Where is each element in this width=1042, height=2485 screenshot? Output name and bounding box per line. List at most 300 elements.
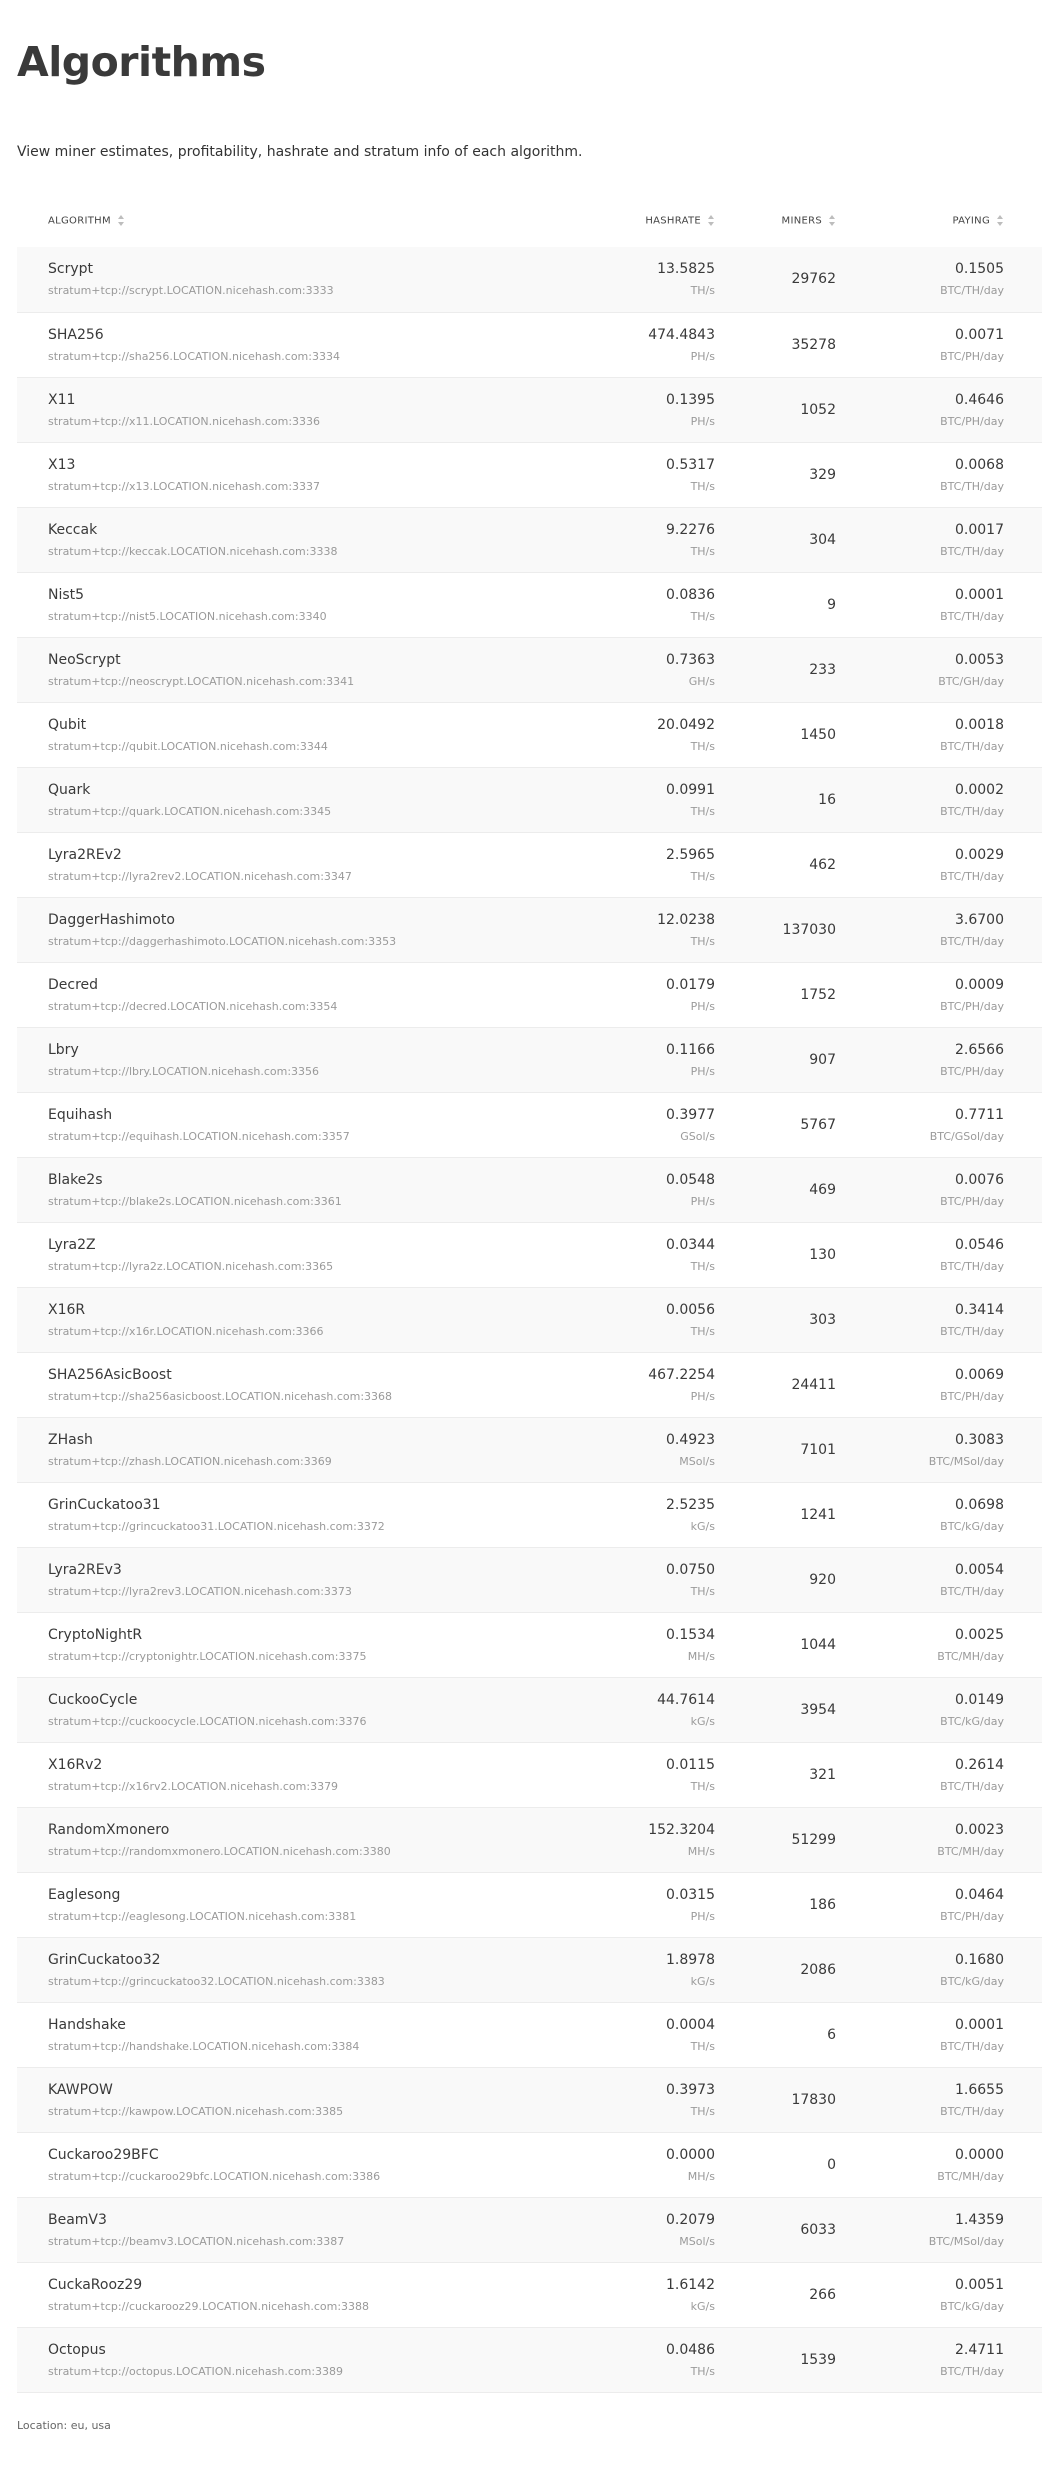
sort-icon[interactable] bbox=[708, 215, 715, 226]
table-row[interactable] bbox=[17, 897, 1042, 962]
paying-unit: BTC/MH/day bbox=[937, 1844, 1004, 1858]
algorithm-name[interactable]: Qubit bbox=[48, 716, 87, 733]
paying-cell bbox=[836, 832, 1042, 897]
location-footer: Location: eu, usa bbox=[17, 2418, 111, 2432]
algorithm-name[interactable]: Decred bbox=[48, 976, 99, 993]
paying-unit: BTC/PH/day bbox=[940, 349, 1004, 363]
stratum-url: stratum+tcp://blake2s.LOCATION.nicehash.com:3361 bbox=[48, 1194, 342, 1208]
table-row[interactable] bbox=[17, 507, 1042, 572]
miners-count: 321 bbox=[809, 1766, 836, 1783]
paying-unit: BTC/TH/day bbox=[940, 479, 1004, 493]
paying-value: 0.1680 bbox=[955, 1951, 1004, 1968]
algorithm-cell bbox=[17, 1287, 568, 1352]
paying-unit: BTC/TH/day bbox=[940, 1259, 1004, 1273]
table-row[interactable] bbox=[17, 2002, 1042, 2067]
algorithm-name[interactable]: KAWPOW bbox=[48, 2081, 113, 2098]
algorithm-cell bbox=[17, 2262, 568, 2327]
hashrate-unit: PH/s bbox=[690, 349, 715, 363]
algorithm-name[interactable]: Lyra2Z bbox=[48, 1236, 96, 1253]
paying-cell bbox=[836, 962, 1042, 1027]
paying-unit: BTC/TH/day bbox=[940, 2104, 1004, 2118]
table-row[interactable] bbox=[17, 1222, 1042, 1287]
hashrate-value: 0.1395 bbox=[666, 391, 715, 408]
paying-value: 0.0002 bbox=[955, 781, 1004, 798]
page-title: Algorithms bbox=[17, 38, 266, 86]
table-row[interactable] bbox=[17, 1612, 1042, 1677]
table-row[interactable] bbox=[17, 377, 1042, 442]
table-row[interactable] bbox=[17, 312, 1042, 377]
hashrate-cell bbox=[568, 507, 715, 572]
sort-icon[interactable] bbox=[118, 215, 125, 226]
paying-value: 0.0054 bbox=[955, 1561, 1004, 1578]
paying-value: 0.0000 bbox=[955, 2146, 1004, 2163]
algorithm-cell bbox=[17, 832, 568, 897]
hashrate-unit: TH/s bbox=[690, 2104, 715, 2118]
paying-value: 3.6700 bbox=[955, 911, 1004, 928]
hashrate-unit: kG/s bbox=[690, 1519, 715, 1533]
paying-unit: BTC/MH/day bbox=[937, 1649, 1004, 1663]
paying-cell bbox=[836, 1742, 1042, 1807]
stratum-url: stratum+tcp://handshake.LOCATION.nicehash.com:3384 bbox=[48, 2039, 360, 2053]
paying-value: 0.3414 bbox=[955, 1301, 1004, 1318]
table-row[interactable] bbox=[17, 572, 1042, 637]
table-row[interactable] bbox=[17, 2132, 1042, 2197]
paying-unit: BTC/TH/day bbox=[940, 609, 1004, 623]
hashrate-value: 9.2276 bbox=[666, 521, 715, 538]
miners-count: 266 bbox=[809, 2286, 836, 2303]
paying-value: 0.0018 bbox=[955, 716, 1004, 733]
algorithm-name[interactable]: CuckooCycle bbox=[48, 1691, 138, 1708]
paying-value: 0.0464 bbox=[955, 1886, 1004, 1903]
hashrate-value: 1.6142 bbox=[666, 2276, 715, 2293]
algorithm-cell bbox=[17, 767, 568, 832]
paying-value: 1.4359 bbox=[955, 2211, 1004, 2228]
stratum-url: stratum+tcp://grincuckatoo31.LOCATION.nicehash.com:3372 bbox=[48, 1519, 385, 1533]
stratum-url: stratum+tcp://lyra2rev3.LOCATION.nicehash.com:3373 bbox=[48, 1584, 352, 1598]
hashrate-value: 0.0548 bbox=[666, 1171, 715, 1188]
miners-count: 1752 bbox=[800, 986, 836, 1003]
algorithm-name[interactable]: Blake2s bbox=[48, 1171, 103, 1188]
paying-cell bbox=[836, 1027, 1042, 1092]
paying-value: 2.4711 bbox=[955, 2341, 1004, 2358]
paying-cell bbox=[836, 2197, 1042, 2262]
algorithm-cell bbox=[17, 1677, 568, 1742]
hashrate-value: 0.5317 bbox=[666, 456, 715, 473]
algorithm-cell bbox=[17, 1872, 568, 1937]
paying-unit: BTC/TH/day bbox=[940, 544, 1004, 558]
paying-cell bbox=[836, 2067, 1042, 2132]
miners-count: 3954 bbox=[800, 1701, 836, 1718]
column-header-hashrate-label: HASHRATE bbox=[645, 215, 701, 227]
paying-cell bbox=[836, 1482, 1042, 1547]
page-subtitle: View miner estimates, profitability, hashrate and stratum info of each algorithm. bbox=[17, 144, 583, 160]
hashrate-cell bbox=[568, 1027, 715, 1092]
paying-value: 0.0069 bbox=[955, 1366, 1004, 1383]
table-row[interactable] bbox=[17, 1352, 1042, 1417]
hashrate-value: 0.4923 bbox=[666, 1431, 715, 1448]
table-row[interactable] bbox=[17, 247, 1042, 312]
table-row[interactable] bbox=[17, 1807, 1042, 1872]
column-header-algorithm-label: ALGORITHM bbox=[48, 215, 111, 227]
table-row[interactable] bbox=[17, 1547, 1042, 1612]
algorithm-cell bbox=[17, 2002, 568, 2067]
paying-unit: BTC/kG/day bbox=[940, 1519, 1004, 1533]
hashrate-value: 0.0836 bbox=[666, 586, 715, 603]
hashrate-value: 0.0991 bbox=[666, 781, 715, 798]
stratum-url: stratum+tcp://cryptonightr.LOCATION.nicehash.com:3375 bbox=[48, 1649, 367, 1663]
hashrate-cell bbox=[568, 1417, 715, 1482]
algorithm-cell bbox=[17, 377, 568, 442]
column-header-paying[interactable] bbox=[836, 194, 1042, 247]
hashrate-unit: TH/s bbox=[690, 2039, 715, 2053]
algorithm-cell bbox=[17, 2132, 568, 2197]
hashrate-value: 0.1166 bbox=[666, 1041, 715, 1058]
algorithm-cell bbox=[17, 1222, 568, 1287]
stratum-url: stratum+tcp://lyra2z.LOCATION.nicehash.com:3365 bbox=[48, 1259, 334, 1273]
algorithm-cell bbox=[17, 442, 568, 507]
miners-count: 1539 bbox=[800, 2351, 836, 2368]
hashrate-value: 474.4843 bbox=[648, 326, 715, 343]
paying-unit: BTC/TH/day bbox=[940, 1584, 1004, 1598]
miners-count: 186 bbox=[809, 1896, 836, 1913]
miners-count: 29762 bbox=[791, 271, 836, 288]
algorithm-name[interactable]: NeoScrypt bbox=[48, 651, 121, 668]
hashrate-cell bbox=[568, 767, 715, 832]
stratum-url: stratum+tcp://cuckoocycle.LOCATION.nicehash.com:3376 bbox=[48, 1714, 367, 1728]
hashrate-value: 1.8978 bbox=[666, 1951, 715, 1968]
hashrate-value: 0.0315 bbox=[666, 1886, 715, 1903]
stratum-url: stratum+tcp://x16r.LOCATION.nicehash.com:3366 bbox=[48, 1324, 324, 1338]
algorithm-cell bbox=[17, 637, 568, 702]
hashrate-unit: TH/s bbox=[690, 869, 715, 883]
hashrate-value: 12.0238 bbox=[657, 911, 715, 928]
algorithm-name[interactable]: Lyra2REv3 bbox=[48, 1561, 122, 1578]
table-row[interactable] bbox=[17, 1872, 1042, 1937]
table-row[interactable] bbox=[17, 2197, 1042, 2262]
algorithm-name[interactable]: SHA256 bbox=[48, 326, 104, 343]
paying-value: 0.7711 bbox=[955, 1106, 1004, 1123]
algorithm-name[interactable]: CryptoNightR bbox=[48, 1626, 143, 1643]
hashrate-unit: MH/s bbox=[687, 1844, 715, 1858]
paying-value: 0.4646 bbox=[955, 391, 1004, 408]
paying-cell bbox=[836, 2002, 1042, 2067]
stratum-url: stratum+tcp://octopus.LOCATION.nicehash.com:3389 bbox=[48, 2364, 344, 2378]
paying-value: 0.0071 bbox=[955, 326, 1004, 343]
sort-icon[interactable] bbox=[829, 215, 836, 226]
hashrate-unit: PH/s bbox=[690, 1909, 715, 1923]
stratum-url: stratum+tcp://sha256asicboost.LOCATION.nicehash.com:3368 bbox=[48, 1389, 393, 1403]
table-row[interactable] bbox=[17, 1092, 1042, 1157]
stratum-url: stratum+tcp://eaglesong.LOCATION.nicehash.com:3381 bbox=[48, 1909, 357, 1923]
algorithm-name[interactable]: X13 bbox=[48, 456, 76, 473]
table-row[interactable] bbox=[17, 1482, 1042, 1547]
miners-count: 233 bbox=[809, 661, 836, 678]
hashrate-unit: kG/s bbox=[690, 1714, 715, 1728]
stratum-url: stratum+tcp://quark.LOCATION.nicehash.com:3345 bbox=[48, 804, 332, 818]
stratum-url: stratum+tcp://sha256.LOCATION.nicehash.com:3334 bbox=[48, 349, 340, 363]
algorithm-name[interactable]: Eaglesong bbox=[48, 1886, 121, 1903]
paying-unit: BTC/TH/day bbox=[940, 1324, 1004, 1338]
hashrate-cell bbox=[568, 2262, 715, 2327]
algorithm-cell bbox=[17, 1027, 568, 1092]
paying-cell bbox=[836, 1222, 1042, 1287]
hashrate-unit: TH/s bbox=[690, 609, 715, 623]
hashrate-unit: MSol/s bbox=[679, 2234, 715, 2248]
paying-unit: BTC/TH/day bbox=[940, 739, 1004, 753]
hashrate-cell bbox=[568, 572, 715, 637]
table-row[interactable] bbox=[17, 2262, 1042, 2327]
algorithm-name[interactable]: ZHash bbox=[48, 1431, 93, 1448]
hashrate-value: 0.0004 bbox=[666, 2016, 715, 2033]
miners-count: 6033 bbox=[800, 2221, 836, 2238]
algorithm-name[interactable]: X16Rv2 bbox=[48, 1756, 103, 1773]
hashrate-unit: PH/s bbox=[690, 1389, 715, 1403]
algorithm-cell bbox=[17, 2197, 568, 2262]
hashrate-value: 0.1534 bbox=[666, 1626, 715, 1643]
stratum-url: stratum+tcp://daggerhashimoto.LOCATION.nicehash.com:3353 bbox=[48, 934, 397, 948]
paying-value: 0.0001 bbox=[955, 2016, 1004, 2033]
table-row[interactable] bbox=[17, 1937, 1042, 2002]
algorithm-name[interactable]: X16R bbox=[48, 1301, 86, 1318]
paying-unit: BTC/TH/day bbox=[940, 2364, 1004, 2378]
table-body bbox=[17, 247, 1042, 2392]
hashrate-unit: TH/s bbox=[690, 284, 715, 298]
algorithm-name[interactable]: BeamV3 bbox=[48, 2211, 107, 2228]
column-header-algorithm[interactable] bbox=[17, 194, 568, 247]
algorithm-name[interactable]: RandomXmonero bbox=[48, 1821, 170, 1838]
algorithm-name[interactable]: Equihash bbox=[48, 1106, 113, 1123]
algorithm-cell bbox=[17, 1352, 568, 1417]
hashrate-cell bbox=[568, 2132, 715, 2197]
stratum-url: stratum+tcp://grincuckatoo32.LOCATION.nicehash.com:3383 bbox=[48, 1974, 385, 1988]
hashrate-value: 0.0750 bbox=[666, 1561, 715, 1578]
algorithm-cell bbox=[17, 2067, 568, 2132]
algorithm-cell bbox=[17, 1742, 568, 1807]
paying-value: 1.6655 bbox=[955, 2081, 1004, 2098]
hashrate-value: 0.3973 bbox=[666, 2081, 715, 2098]
table-row[interactable] bbox=[17, 1742, 1042, 1807]
table-row[interactable] bbox=[17, 2067, 1042, 2132]
paying-value: 0.2614 bbox=[955, 1756, 1004, 1773]
column-header-miners[interactable] bbox=[715, 194, 836, 247]
algorithm-name[interactable]: DaggerHashimoto bbox=[48, 911, 175, 928]
column-header-hashrate[interactable] bbox=[568, 194, 715, 247]
paying-cell bbox=[836, 1872, 1042, 1937]
paying-unit: BTC/TH/day bbox=[940, 934, 1004, 948]
hashrate-value: 0.0179 bbox=[666, 976, 715, 993]
paying-unit: BTC/TH/day bbox=[940, 284, 1004, 298]
paying-cell bbox=[836, 1612, 1042, 1677]
paying-unit: BTC/PH/day bbox=[940, 999, 1004, 1013]
hashrate-value: 2.5965 bbox=[666, 846, 715, 863]
table-row[interactable] bbox=[17, 1157, 1042, 1222]
paying-unit: BTC/kG/day bbox=[940, 2299, 1004, 2313]
paying-cell bbox=[836, 1677, 1042, 1742]
paying-cell bbox=[836, 2327, 1042, 2392]
miners-count: 130 bbox=[809, 1246, 836, 1263]
hashrate-unit: GH/s bbox=[688, 674, 715, 688]
hashrate-cell bbox=[568, 1547, 715, 1612]
miners-count: 1044 bbox=[800, 1636, 836, 1653]
stratum-url: stratum+tcp://neoscrypt.LOCATION.nicehash.com:3341 bbox=[48, 674, 355, 688]
stratum-url: stratum+tcp://lbry.LOCATION.nicehash.com:3356 bbox=[48, 1064, 320, 1078]
miners-count: 1052 bbox=[800, 401, 836, 418]
algorithm-name[interactable]: CuckaRooz29 bbox=[48, 2276, 143, 2293]
miners-count: 304 bbox=[809, 531, 836, 548]
stratum-url: stratum+tcp://kawpow.LOCATION.nicehash.com:3385 bbox=[48, 2104, 344, 2118]
hashrate-cell bbox=[568, 247, 715, 312]
hashrate-value: 0.3977 bbox=[666, 1106, 715, 1123]
hashrate-unit: TH/s bbox=[690, 1779, 715, 1793]
hashrate-cell bbox=[568, 832, 715, 897]
algorithm-cell bbox=[17, 312, 568, 377]
miners-count: 303 bbox=[809, 1311, 836, 1328]
table-row[interactable] bbox=[17, 1677, 1042, 1742]
hashrate-cell bbox=[568, 962, 715, 1027]
miners-count: 51299 bbox=[791, 1831, 836, 1848]
paying-cell bbox=[836, 767, 1042, 832]
hashrate-value: 0.0115 bbox=[666, 1756, 715, 1773]
paying-value: 0.3083 bbox=[955, 1431, 1004, 1448]
table-row[interactable] bbox=[17, 442, 1042, 507]
miners-count: 0 bbox=[827, 2156, 836, 2173]
miners-count: 462 bbox=[809, 856, 836, 873]
algorithm-name[interactable]: X11 bbox=[48, 391, 76, 408]
table-row[interactable] bbox=[17, 2327, 1042, 2392]
hashrate-cell bbox=[568, 637, 715, 702]
paying-cell bbox=[836, 1417, 1042, 1482]
hashrate-cell bbox=[568, 2327, 715, 2392]
algorithm-name[interactable]: Handshake bbox=[48, 2016, 126, 2033]
paying-unit: BTC/GSol/day bbox=[929, 1129, 1004, 1143]
hashrate-unit: TH/s bbox=[690, 2364, 715, 2378]
table-row[interactable] bbox=[17, 1417, 1042, 1482]
hashrate-unit: TH/s bbox=[690, 934, 715, 948]
paying-cell bbox=[836, 377, 1042, 442]
algorithm-name[interactable]: Scrypt bbox=[48, 261, 94, 278]
hashrate-cell bbox=[568, 2197, 715, 2262]
sort-icon[interactable] bbox=[997, 215, 1004, 226]
algorithm-cell bbox=[17, 572, 568, 637]
hashrate-cell bbox=[568, 442, 715, 507]
algorithm-name[interactable]: Quark bbox=[48, 781, 91, 798]
algorithm-name[interactable]: Cuckaroo29BFC bbox=[48, 2146, 159, 2163]
hashrate-unit: TH/s bbox=[690, 1259, 715, 1273]
hashrate-unit: MH/s bbox=[687, 2169, 715, 2183]
miners-count: 17830 bbox=[791, 2091, 836, 2108]
algorithm-cell bbox=[17, 962, 568, 1027]
paying-value: 0.0025 bbox=[955, 1626, 1004, 1643]
paying-value: 0.0017 bbox=[955, 521, 1004, 538]
hashrate-cell bbox=[568, 1092, 715, 1157]
table-row[interactable] bbox=[17, 1287, 1042, 1352]
paying-value: 0.0149 bbox=[955, 1691, 1004, 1708]
hashrate-unit: TH/s bbox=[690, 544, 715, 558]
algorithm-cell bbox=[17, 702, 568, 767]
miners-count: 16 bbox=[818, 791, 836, 808]
paying-value: 0.0068 bbox=[955, 456, 1004, 473]
table-row[interactable] bbox=[17, 1027, 1042, 1092]
hashrate-value: 0.0344 bbox=[666, 1236, 715, 1253]
miners-count: 907 bbox=[809, 1051, 836, 1068]
algorithm-cell bbox=[17, 1157, 568, 1222]
paying-unit: BTC/MSol/day bbox=[928, 1454, 1004, 1468]
hashrate-value: 0.2079 bbox=[666, 2211, 715, 2228]
stratum-url: stratum+tcp://zhash.LOCATION.nicehash.com:3369 bbox=[48, 1454, 332, 1468]
algorithm-name[interactable]: GrinCuckatoo31 bbox=[48, 1496, 161, 1513]
table-row[interactable] bbox=[17, 637, 1042, 702]
hashrate-unit: PH/s bbox=[690, 1194, 715, 1208]
hashrate-unit: TH/s bbox=[690, 804, 715, 818]
algorithm-name[interactable]: Keccak bbox=[48, 521, 98, 538]
paying-unit: BTC/kG/day bbox=[940, 1974, 1004, 1988]
paying-unit: BTC/kG/day bbox=[940, 1714, 1004, 1728]
algorithm-name[interactable]: Lyra2REv2 bbox=[48, 846, 122, 863]
hashrate-cell bbox=[568, 377, 715, 442]
stratum-url: stratum+tcp://x16rv2.LOCATION.nicehash.com:3379 bbox=[48, 1779, 339, 1793]
algorithm-name[interactable]: Nist5 bbox=[48, 586, 85, 603]
paying-value: 0.0546 bbox=[955, 1236, 1004, 1253]
table-row[interactable] bbox=[17, 832, 1042, 897]
hashrate-cell bbox=[568, 897, 715, 962]
hashrate-value: 0.0000 bbox=[666, 2146, 715, 2163]
stratum-url: stratum+tcp://beamv3.LOCATION.nicehash.com:3387 bbox=[48, 2234, 345, 2248]
algorithm-name[interactable]: Octopus bbox=[48, 2341, 106, 2358]
paying-unit: BTC/PH/day bbox=[940, 1909, 1004, 1923]
hashrate-unit: PH/s bbox=[690, 999, 715, 1013]
paying-cell bbox=[836, 1287, 1042, 1352]
miners-count: 35278 bbox=[791, 336, 836, 353]
algorithm-cell bbox=[17, 1937, 568, 2002]
algorithm-cell bbox=[17, 1417, 568, 1482]
paying-unit: BTC/TH/day bbox=[940, 2039, 1004, 2053]
algorithm-name[interactable]: Lbry bbox=[48, 1041, 79, 1058]
miners-count: 1450 bbox=[800, 726, 836, 743]
hashrate-cell bbox=[568, 1807, 715, 1872]
stratum-url: stratum+tcp://keccak.LOCATION.nicehash.com:3338 bbox=[48, 544, 338, 558]
paying-cell bbox=[836, 1352, 1042, 1417]
paying-value: 0.0001 bbox=[955, 586, 1004, 603]
hashrate-unit: MSol/s bbox=[679, 1454, 715, 1468]
hashrate-cell bbox=[568, 1677, 715, 1742]
table-row[interactable] bbox=[17, 962, 1042, 1027]
paying-unit: BTC/GH/day bbox=[938, 674, 1004, 688]
hashrate-cell bbox=[568, 2002, 715, 2067]
table-row[interactable] bbox=[17, 767, 1042, 832]
hashrate-value: 0.7363 bbox=[666, 651, 715, 668]
paying-cell bbox=[836, 1937, 1042, 2002]
hashrate-value: 467.2254 bbox=[648, 1366, 715, 1383]
paying-cell bbox=[836, 442, 1042, 507]
miners-count: 329 bbox=[809, 466, 836, 483]
miners-count: 137030 bbox=[782, 921, 836, 938]
hashrate-cell bbox=[568, 1352, 715, 1417]
hashrate-cell bbox=[568, 1612, 715, 1677]
hashrate-cell bbox=[568, 2067, 715, 2132]
algorithm-name[interactable]: GrinCuckatoo32 bbox=[48, 1951, 161, 1968]
stratum-url: stratum+tcp://randomxmonero.LOCATION.nicehash.com:3380 bbox=[48, 1844, 391, 1858]
paying-value: 0.0023 bbox=[955, 1821, 1004, 1838]
algorithm-name[interactable]: SHA256AsicBoost bbox=[48, 1366, 172, 1383]
miners-count: 7101 bbox=[800, 1441, 836, 1458]
stratum-url: stratum+tcp://scrypt.LOCATION.nicehash.com:3333 bbox=[48, 284, 334, 298]
hashrate-value: 0.0056 bbox=[666, 1301, 715, 1318]
table-row[interactable] bbox=[17, 702, 1042, 767]
hashrate-unit: kG/s bbox=[690, 1974, 715, 1988]
paying-unit: BTC/MSol/day bbox=[928, 2234, 1004, 2248]
hashrate-unit: PH/s bbox=[690, 1064, 715, 1078]
hashrate-value: 152.3204 bbox=[648, 1821, 715, 1838]
